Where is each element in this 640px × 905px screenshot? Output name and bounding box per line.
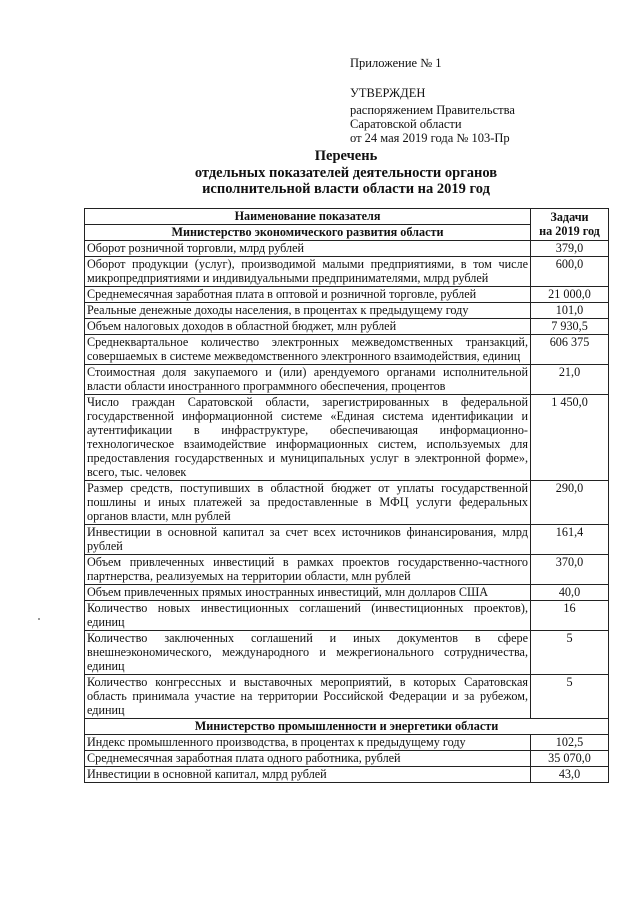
title-line: отдельных показателей деятельности органов [194,164,498,181]
table-row [85,751,609,767]
indicator-name: Число граждан Саратовской области, зарегистрированных в федеральной государственной информационной системе «Единая система идентификации и аутентификации в инфраструктуре, обеспечивающая информационно-технологическое взаимодействие информационных систем, используемых для предоставления государственных и муниципальных услуг в электронной форме», всего, тыс. человек [85,395,531,481]
table-row [85,287,609,303]
table-row [85,675,609,719]
title-line: исполнительной власти области на 2019 год [202,181,490,197]
indicator-value: 35 070,0 [531,751,609,767]
section-title: Министерство промышленности и энергетики области [85,719,609,735]
indicator-value: 161,4 [531,525,609,555]
section-row [85,719,609,735]
table-row [85,525,609,555]
table-row [85,631,609,675]
appendix-label: Приложение № 1 [350,56,442,70]
indicator-value: 7 930,5 [531,319,609,335]
indicator-name: Среднеквартальное количество электронных межведомственных транзакций, совершаемых в системе межведомственного электронного взаимодействия, единиц [85,335,531,365]
indicator-name: Инвестиции в основной капитал, млрд рублей [85,767,531,783]
table-row [85,303,609,319]
indicator-name: Среднемесячная заработная плата в оптовой и розничной торговле, рублей [85,287,531,303]
approved-heading: УТВЕРЖДЕН [350,86,426,100]
section-1-rows [85,241,609,719]
approval-line: от 24 мая 2019 года № 103-Пр [350,131,510,145]
section-title: Министерство экономического развития области [85,225,531,241]
indicator-value: 40,0 [531,585,609,601]
col-target-line: Задачи [550,210,589,224]
indicator-name: Среднемесячная заработная плата одного работника, рублей [85,751,531,767]
section-2-rows [85,719,609,783]
indicator-name: Объем налоговых доходов в областной бюджет, млн рублей [85,319,531,335]
document-title [84,148,608,198]
indicator-name: Стоимостная доля закупаемого и (или) арендуемого органами исполнительной власти области иностранного программного обеспечения, процентов [85,365,531,395]
indicator-value: 600,0 [531,257,609,287]
indicator-value: 43,0 [531,767,609,783]
indicator-value: 102,5 [531,735,609,751]
col-target-header [531,209,609,241]
indicator-name: Размер средств, поступивших в областной бюджет от уплаты государственной пошлины и иных платежей за предоставленные в МФЦ услуги федеральных органов власти, млн рублей [85,481,531,525]
indicator-value: 101,0 [531,303,609,319]
approval-line: Саратовской области [350,117,462,131]
table-row [85,585,609,601]
indicator-value: 5 [531,631,609,675]
col-target-line: на 2019 год [539,224,600,238]
table-row [85,319,609,335]
title-line: Перечень [314,148,378,164]
indicator-name: Инвестиции в основной капитал за счет всех источников финансирования, млрд рублей [85,525,531,555]
indicator-name: Количество конгрессных и выставочных мероприятий, в которых Саратовская область принимала участие на территории Российской Федерации и за рубежом, единиц [85,675,531,719]
table-row [85,395,609,481]
indicator-value: 21 000,0 [531,287,609,303]
indicator-value: 290,0 [531,481,609,525]
indicator-name: Объем привлеченных инвестиций в рамках проектов государственно-частного партнерства, реализуемых на территории области, млн рублей [85,555,531,585]
col-name-header: Наименование показателя [85,209,531,225]
indicator-value: 1 450,0 [531,395,609,481]
indicator-name: Количество новых инвестиционных соглашений (инвестиционных проектов), единиц [85,601,531,631]
indicator-value: 606 375 [531,335,609,365]
table-row [85,555,609,585]
indicator-value: 16 [531,601,609,631]
table-row [85,241,609,257]
indicator-value: 21,0 [531,365,609,395]
approval-block [350,86,515,145]
indicator-value: 5 [531,675,609,719]
indicator-name: Объем привлеченных прямых иностранных инвестиций, млн долларов США [85,585,531,601]
approval-line: распоряжением Правительства [350,103,515,117]
table-row [85,767,609,783]
indicator-value: 379,0 [531,241,609,257]
indicator-name: Оборот розничной торговли, млрд рублей [85,241,531,257]
table-row [85,365,609,395]
table-row [85,481,609,525]
indicator-value: 370,0 [531,555,609,585]
table-header-row [85,209,609,225]
indicator-name: Оборот продукции (услуг), производимой малыми предприятиями, в том числе микропредприятиями и индивидуальными предпринимателями, млрд рублей [85,257,531,287]
indicator-name: Количество заключенных соглашений и иных документов в сфере внешнеэкономического, международного и межрегионального сотрудничества, единиц [85,631,531,675]
section-row [85,225,609,241]
indicator-name: Реальные денежные доходы населения, в процентах к предыдущему году [85,303,531,319]
table-row [85,601,609,631]
scan-speck [38,618,40,620]
table-row [85,257,609,287]
table-row [85,335,609,365]
indicator-name: Индекс промышленного производства, в процентах к предыдущему году [85,735,531,751]
indicators-table [84,208,609,783]
table-row [85,735,609,751]
